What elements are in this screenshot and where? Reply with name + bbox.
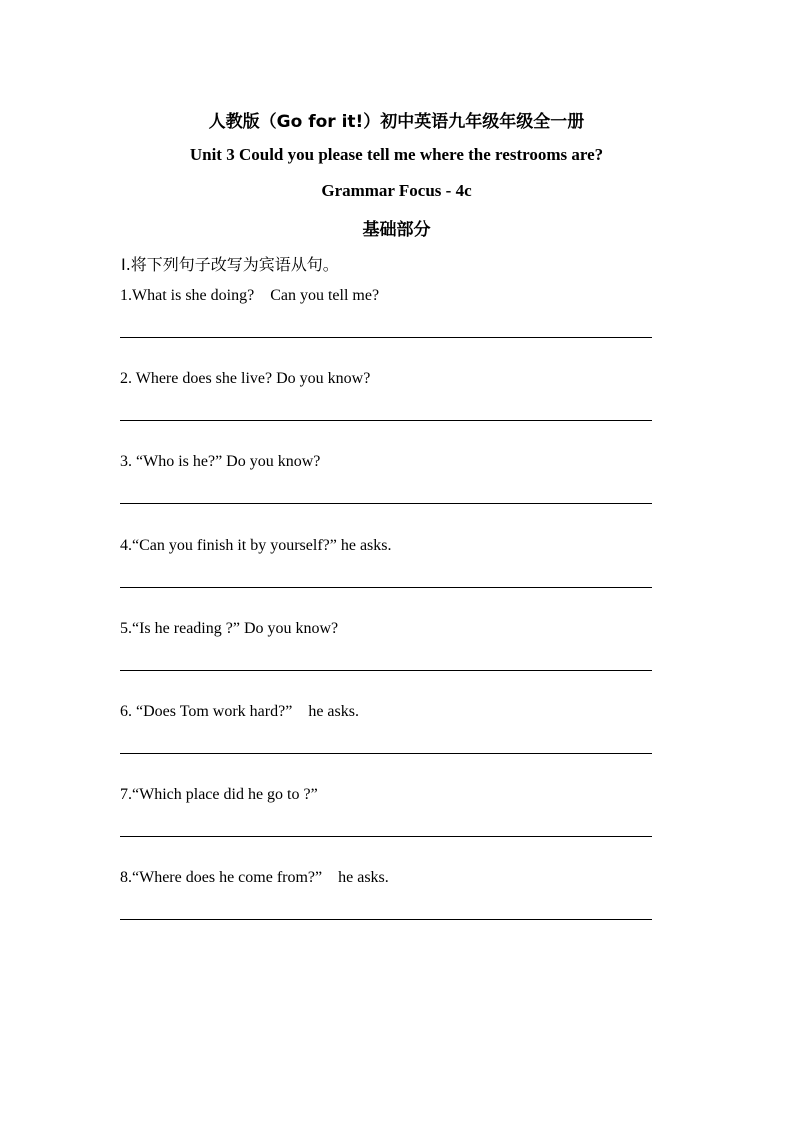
textbook-title: 人教版（Go for it!）初中英语九年级年级全一册 [208, 112, 585, 132]
lesson-title: Grammar Focus - 4c [321, 181, 472, 200]
exercise-item [120, 786, 652, 870]
exercise-item [120, 869, 652, 953]
answer-line[interactable] [120, 919, 652, 920]
exercise-item [120, 287, 652, 371]
exercise-item [120, 703, 652, 787]
exercise-item [120, 620, 652, 704]
answer-line[interactable] [120, 836, 652, 837]
answer-line[interactable] [120, 587, 652, 588]
exercise-sentence: 1.What is she doing? Can you tell me? [120, 287, 380, 304]
exercise-sentence: 7.“Which place did he go to ?” [120, 786, 318, 803]
answer-line[interactable] [120, 503, 652, 504]
part-title: 基础部分 [362, 220, 431, 240]
answer-line[interactable] [120, 337, 652, 338]
exercise-sentence: 5.“Is he reading ?” Do you know? [120, 620, 339, 637]
unit-title: Unit 3 Could you please tell me where the restrooms are? [189, 145, 604, 164]
exercise-item [120, 453, 652, 537]
answer-line[interactable] [120, 420, 652, 421]
exercise-sentence: 4.“Can you finish it by yourself?” he asks. [120, 537, 392, 554]
exercise-sentence: 6. “Does Tom work hard?” he asks. [120, 703, 359, 720]
section-instruction: Ⅰ.将下列句子改写为宾语从句。 [121, 255, 339, 274]
answer-line[interactable] [120, 670, 652, 671]
exercise-sentence: 8.“Where does he come from?” he asks. [120, 869, 389, 886]
exercise-sentence: 3. “Who is he?” Do you know? [120, 453, 321, 470]
exercise-sentence: 2. Where does she live? Do you know? [120, 370, 371, 387]
exercise-item [120, 537, 652, 621]
exercise-item [120, 370, 652, 454]
answer-line[interactable] [120, 753, 652, 754]
